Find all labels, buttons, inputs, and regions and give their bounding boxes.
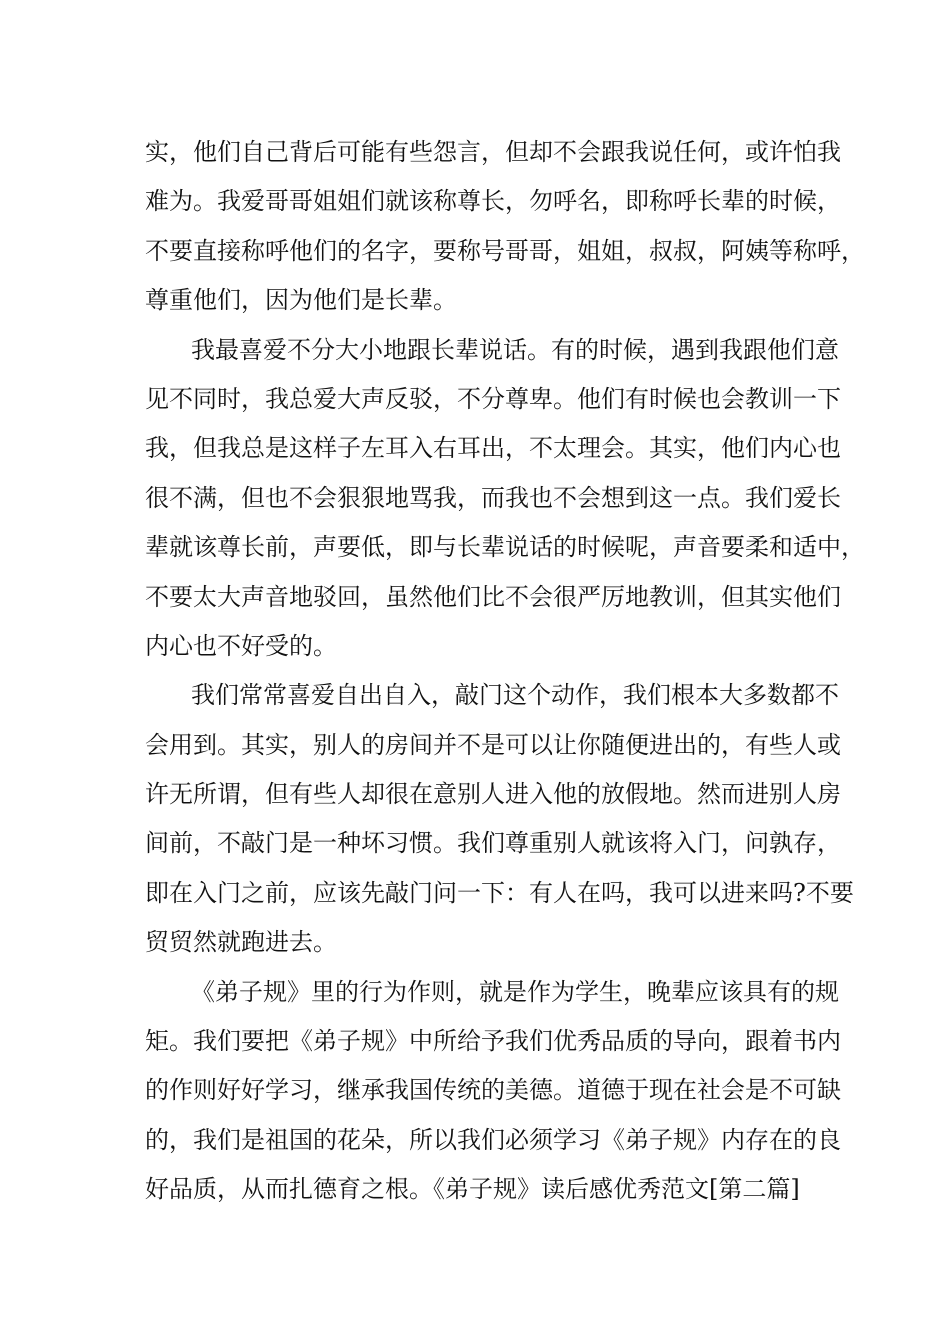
- text-line: 内心也不好受的。: [145, 631, 337, 660]
- text-line: 难为。我爱哥哥姐姐们就该称尊长，勿呼名，即称呼长辈的时候，: [145, 187, 841, 216]
- text-line: 我们常常喜爱自出自入，敲门这个动作，我们根本大多数都不: [191, 681, 839, 710]
- text-line: 不要太大声音地驳回，虽然他们比不会很严厉地教训，但其实他们: [145, 582, 841, 611]
- text-line: 尊重他们，因为他们是长辈。: [145, 286, 457, 315]
- text-line: 贸贸然就跑进去。: [145, 928, 337, 957]
- text-line: 矩。我们要把《弟子规》中所给予我们优秀品质的导向，跟着书内: [145, 1027, 841, 1056]
- text-line: 不要直接称呼他们的名字，要称号哥哥，姐姐，叔叔，阿姨等称呼，: [145, 236, 865, 265]
- text-line: 即在入门之前，应该先敲门问一下：有人在吗，我可以进来吗?不要: [145, 878, 854, 907]
- text-line: 我，但我总是这样子左耳入右耳出，不太理会。其实，他们内心也: [145, 434, 841, 463]
- text-line: 会用到。其实，别人的房间并不是可以让你随便进出的，有些人或: [145, 730, 841, 759]
- text-line: 很不满，但也不会狠狠地骂我，而我也不会想到这一点。我们爱长: [145, 483, 841, 512]
- text-line: 辈就该尊长前，声要低，即与长辈说话的时候呢，声音要柔和适中，: [145, 533, 865, 562]
- text-line: 实，他们自己背后可能有些怨言，但却不会跟我说任何，或许怕我: [145, 138, 841, 166]
- text-line: 间前，不敲门是一种坏习惯。我们尊重别人就该将入门，问孰存，: [145, 829, 841, 858]
- text-line: 的，我们是祖国的花朵，所以我们必须学习《弟子规》内存在的良: [145, 1125, 841, 1154]
- text-line: 见不同时，我总爱大声反驳，不分尊卑。他们有时候也会教训一下: [145, 384, 841, 413]
- document-body: [145, 128, 865, 1215]
- text-line: 好品质，从而扎德育之根。《弟子规》读后感优秀范文[第二篇]: [145, 1175, 800, 1204]
- text-line: 的作则好好学习，继承我国传统的美德。道德于现在社会是不可缺: [145, 1076, 841, 1105]
- text-line: 许无所谓，但有些人却很在意别人进入他的放假地。然而进别人房: [145, 780, 841, 809]
- text-line: 我最喜爱不分大小地跟长辈说话。有的时候，遇到我跟他们意: [191, 335, 839, 364]
- text-line: 《弟子规》里的行为作则，就是作为学生，晚辈应该具有的规: [191, 977, 839, 1006]
